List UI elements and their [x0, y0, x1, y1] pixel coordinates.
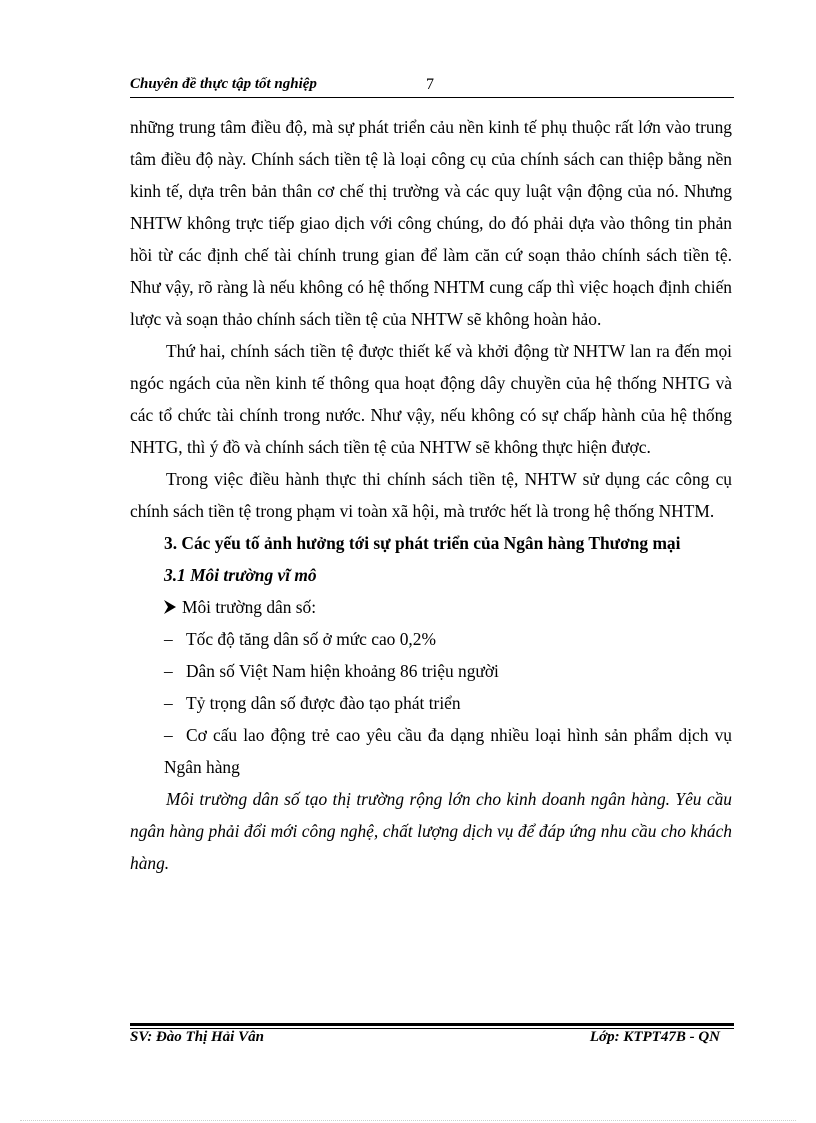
- arrow-list-item-label: Môi trường dân số:: [182, 597, 317, 617]
- dash-marker: –: [164, 725, 173, 745]
- list-item: [130, 655, 732, 687]
- document-body: [130, 111, 732, 879]
- dash-marker: –: [164, 629, 173, 649]
- page-edge: [20, 1120, 796, 1121]
- list-item-label: Dân số Việt Nam hiện khoảng 86 triệu người: [186, 661, 499, 681]
- arrow-bullet-icon: [164, 592, 176, 606]
- list-item-label: Cơ cấu lao động trẻ cao yêu cầu đa dạng nhiều loại hình sản phẩm dịch vụ Ngân hàng: [164, 725, 732, 777]
- list-item-label: Tốc độ tăng dân số ở mức cao 0,2%: [186, 629, 436, 649]
- list-item: [130, 719, 732, 783]
- footer-class: Lớp: KTPT47B - QN: [589, 1029, 720, 1045]
- paragraph-policy-execution: Trong việc điều hành thực thi chính sách tiền tệ, NHTW sử dụng các công cụ chính sách tiền tệ trong phạm vi toàn xã hội, mà trước hết là trong hệ thống NHTM.: [130, 469, 732, 521]
- section-heading: 3. Các yếu tố ảnh hưởng tới sự phát triển của Ngân hàng Thương mại: [164, 533, 681, 553]
- header-title: Chuyên đề thực tập tốt nghiệp: [130, 76, 317, 92]
- page-footer: [130, 1029, 734, 1049]
- dash-marker: –: [164, 661, 173, 681]
- dash-marker: –: [164, 693, 173, 713]
- footer-student: SV: Đào Thị Hải Vân: [130, 1029, 264, 1045]
- list-item: [130, 687, 732, 719]
- footer-divider-thick: [130, 1023, 734, 1026]
- list-item-label: Tỷ trọng dân số được đào tạo phát triển: [186, 693, 461, 713]
- paragraph-second-point: Thứ hai, chính sách tiền tệ được thiết kế và khởi động từ NHTW lan ra đến mọi ngóc ngách của nền kinh tế thông qua hoạt động dây chuyền của hệ thống NHTG và các tổ chức tài chính trong nước. Như vậy, nếu không có sự chấp hành của hệ thống NHTG, thì ý đồ và chính sách tiền tệ của NHTW sẽ không thực hiện được.: [130, 341, 732, 457]
- subsection-heading: 3.1 Môi trường vĩ mô: [164, 565, 317, 585]
- header-divider: [130, 97, 734, 98]
- page-header: [130, 76, 734, 96]
- arrow-list-item: [130, 591, 732, 623]
- page-number: 7: [426, 76, 434, 93]
- list-item: [130, 623, 732, 655]
- italic-conclusion: Môi trường dân số tạo thị trường rộng lớn cho kinh doanh ngân hàng. Yêu cầu ngân hàng phải đổi mới công nghệ, chất lượng dịch vụ để đáp ứng nhu cầu cho khách hàng.: [130, 789, 732, 873]
- paragraph-continuation: những trung tâm điều độ, mà sự phát triển cảu nền kinh tế phụ thuộc rất lớn vào trung tâm điều độ này. Chính sách tiền tệ là loại công cụ của chính sách can thiệp bằng nền kinh tế, dựa trên bản thân cơ chế thị trường và các quy luật vận động của nó. Nhưng NHTW không trực tiếp giao dịch với công chúng, do đó phải dựa vào thông tin phản hồi từ các định chế tài chính trung gian để làm căn cứ soạn thảo chính sách tiền tệ. Như vậy, rõ ràng là nếu không có hệ thống NHTM cung cấp thì việc hoạch định chiến lược và soạn thảo chính sách tiền tệ của NHTW sẽ không hoàn hảo.: [130, 117, 732, 329]
